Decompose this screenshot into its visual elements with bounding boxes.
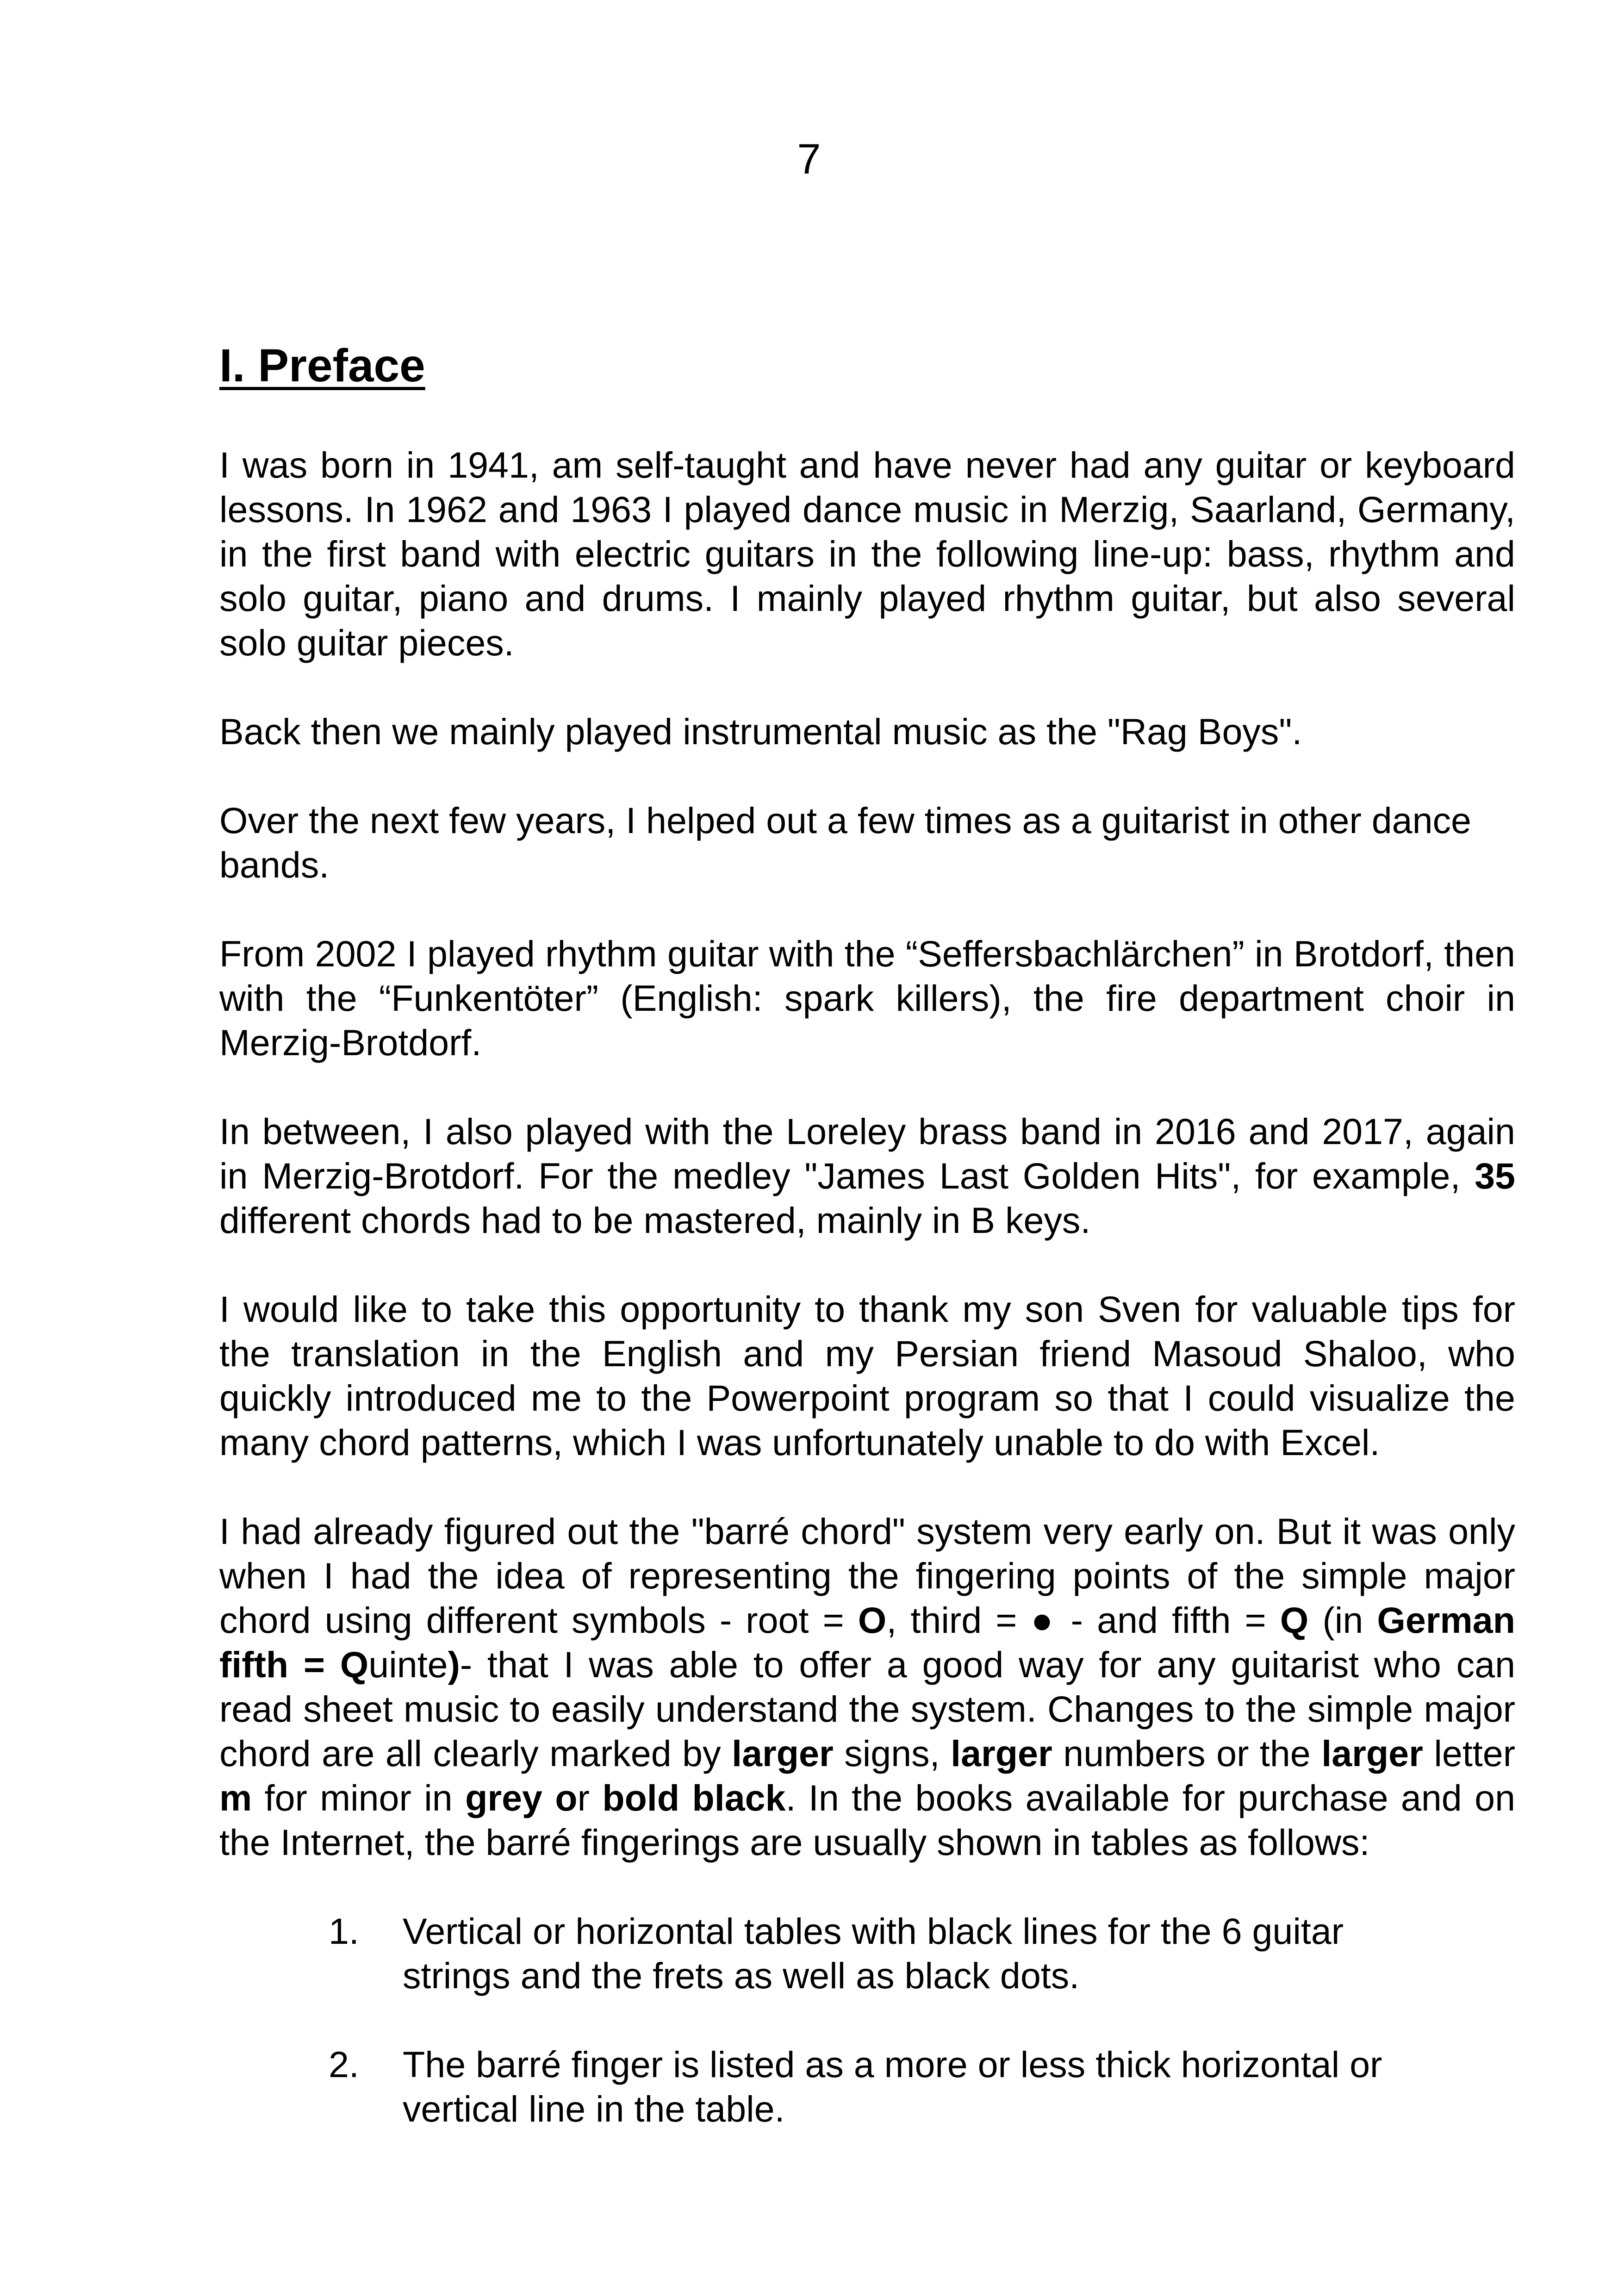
- bold-minor-letter: m: [219, 1777, 252, 1818]
- paragraph-loreley: [219, 1109, 1515, 1243]
- text-run: I had already figured out the "barré chord" system very early on. But it was only when I had the idea of representing the fingering points of the simple major chord using different symbols - root =: [219, 1511, 1515, 1641]
- text-run: for minor in: [252, 1777, 466, 1818]
- list-item-number: 2.: [329, 2044, 359, 2085]
- section-heading: I. Preface: [219, 340, 425, 392]
- list-item-text: The barré finger is listed as a more or less thick horizontal or vertical line in the table.: [403, 2044, 1382, 2129]
- bold-parenthesis: ): [448, 1644, 460, 1685]
- text-run: numbers or the: [1052, 1733, 1322, 1774]
- paragraph-barre-system: [219, 1509, 1515, 1865]
- text-run: (in: [1308, 1599, 1377, 1641]
- list-item: [219, 1909, 1515, 1998]
- text-run: . In the books available for purchase and on the Internet, the barré fingerings are usually shown in tables as follows:: [219, 1777, 1516, 1863]
- paragraph-thanks: I would like to take this opportunity to thank my son Sven for valuable tips for the translation in the English and my Persian friend Masoud Shaloo, who quickly introduced me to the Powerpoint program so that I could visualize the many chord patterns, which I was unfortunately unable to do with Excel.: [219, 1288, 1515, 1463]
- list-item: [219, 2042, 1515, 2131]
- bold-larger: larger: [732, 1733, 834, 1774]
- bold-number: 35: [1475, 1155, 1515, 1196]
- bold-black: bold black: [602, 1777, 786, 1818]
- paragraph-rag-boys: Back then we mainly played instrumental music as the "Rag Boys".: [219, 711, 1302, 752]
- list-item-text: Vertical or horizontal tables with black lines for the 6 guitar strings and the frets as well as black dots.: [403, 1910, 1344, 1996]
- paragraph-other-bands: Over the next few years, I helped out a few times as a guitarist in other dance bands.: [219, 800, 1471, 885]
- bold-grey: grey o: [465, 1777, 578, 1818]
- text-run: uinte: [368, 1644, 448, 1685]
- paragraph-brotdorf: From 2002 I played rhythm guitar with the “Seffersbachlärchen” in Brotdorf, then with the “Funkentöter” (English: spark killers), the fire department choir in Merzig-Brotdorf.: [219, 933, 1515, 1063]
- german-fifth-label: German fifth = Q: [219, 1599, 1515, 1685]
- text-run: letter: [1423, 1733, 1515, 1774]
- fifth-symbol: Q: [1280, 1599, 1309, 1641]
- document-body: [219, 340, 1515, 2176]
- bold-larger: larger: [1321, 1733, 1423, 1774]
- text-run: , third = ● - and fifth =: [886, 1599, 1280, 1641]
- text-run: In between, I also played with the Loreley brass band in 2016 and 2017, again in Merzig-Brotdorf. For the medley "James Last Golden Hits", for example,: [219, 1111, 1515, 1196]
- text-run: r: [577, 1777, 603, 1818]
- paragraph-biography: I was born in 1941, am self-taught and have never had any guitar or keyboard lessons. In 1962 and 1963 I played dance music in Merzig, Saarland, Germany, in the first band with electric guitars in the following line-up: bass, rhythm and solo guitar, piano and drums. I mainly played rhythm guitar, but also several solo guitar pieces.: [219, 444, 1515, 663]
- list-item-number: 1.: [329, 1910, 359, 1952]
- root-symbol: O: [858, 1599, 887, 1641]
- bold-larger: larger: [951, 1733, 1052, 1774]
- page-number: 7: [797, 136, 821, 183]
- numbered-list: [219, 1909, 1515, 2131]
- text-run: signs,: [833, 1733, 951, 1774]
- text-run: - that I was able to offer a good way for any guitarist who can read sheet music to easily understand the system. Changes to the simple major chord are all clearly marked by: [219, 1644, 1515, 1774]
- text-run: different chords had to be mastered, mainly in B keys.: [219, 1200, 1091, 1241]
